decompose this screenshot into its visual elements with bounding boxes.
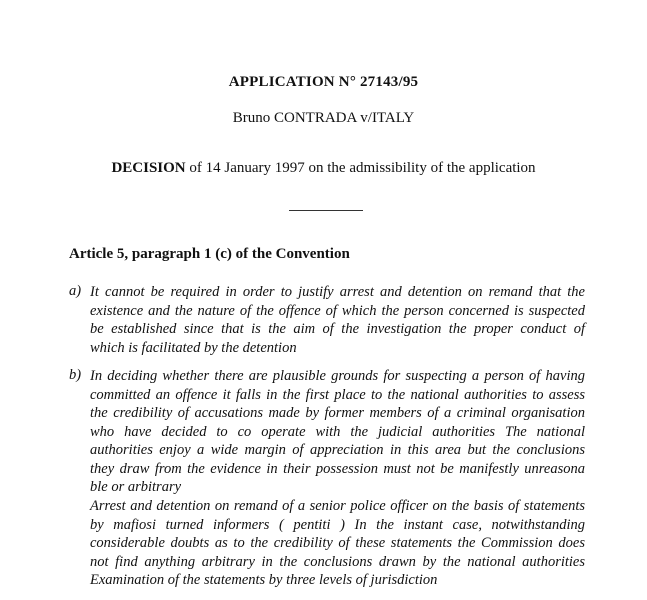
paragraph-a [69,283,585,357]
paragraph-line: which is facilitated by the detention [90,339,297,356]
paragraph-line: It cannot be required in order to justify arrest and detention on remand that the [90,284,585,300]
separator-rule [289,210,363,211]
decision-line [0,160,647,177]
paragraph-line: Arrest and detention on remand of a senior police officer on the basis of statements [90,498,585,514]
paragraph-b [69,367,585,497]
paragraph-continuation-body [90,497,585,590]
paragraph-b-continuation [90,497,585,590]
paragraph-line: who have decided to co operate with the judicial authorities The national [90,423,585,440]
paragraph-line: ble or arbitrary [90,479,182,495]
paragraph-line: Examination of the statements by three levels of jurisdiction [90,572,438,588]
article-heading: Article 5, paragraph 1 (c) of the Convention [69,246,350,262]
paragraph-line: In deciding whether there are plausible grounds for suspecting a person of having [90,368,585,384]
paragraph-line: committed an offence it falls in the first place to the national authorities to assess [90,386,585,403]
paragraph-line: not find anything arbitrary in the conclusions drawn by the national authorities [90,553,585,570]
case-parties: Bruno CONTRADA v/ITALY [232,110,415,126]
paragraph-line: considerable doubts as to the credibility of these statements the Commission does [90,535,585,551]
paragraph-line: by mafiosi turned informers ( pentiti ) In the instant case, notwithstanding [90,516,585,533]
paragraph-a-body [90,283,585,357]
decision-label: DECISION [111,160,186,176]
paragraph-a-marker: a) [69,283,82,299]
decision-date-text: of 14 January 1997 on the admissibility of the application [185,160,536,176]
paragraph-b-body [90,367,585,497]
paragraph-b-marker: b) [69,367,82,383]
paragraph-line: existence and the nature of the offence of which the person concerned is suspected [90,302,585,319]
application-number-heading: APPLICATION N° 27143/95 [228,74,419,90]
paragraph-line: authorities enjoy a wide margin of appreciation in this area but the conclusions [90,442,585,458]
paragraph-line: be established since that is the aim of the investigation the proper conduct of [90,321,585,337]
paragraph-line: they draw from the evidence in their possession must not be manifestly unreasona [90,460,585,477]
paragraph-line: the credibility of accusations made by former members of a criminal organisation [90,405,585,421]
